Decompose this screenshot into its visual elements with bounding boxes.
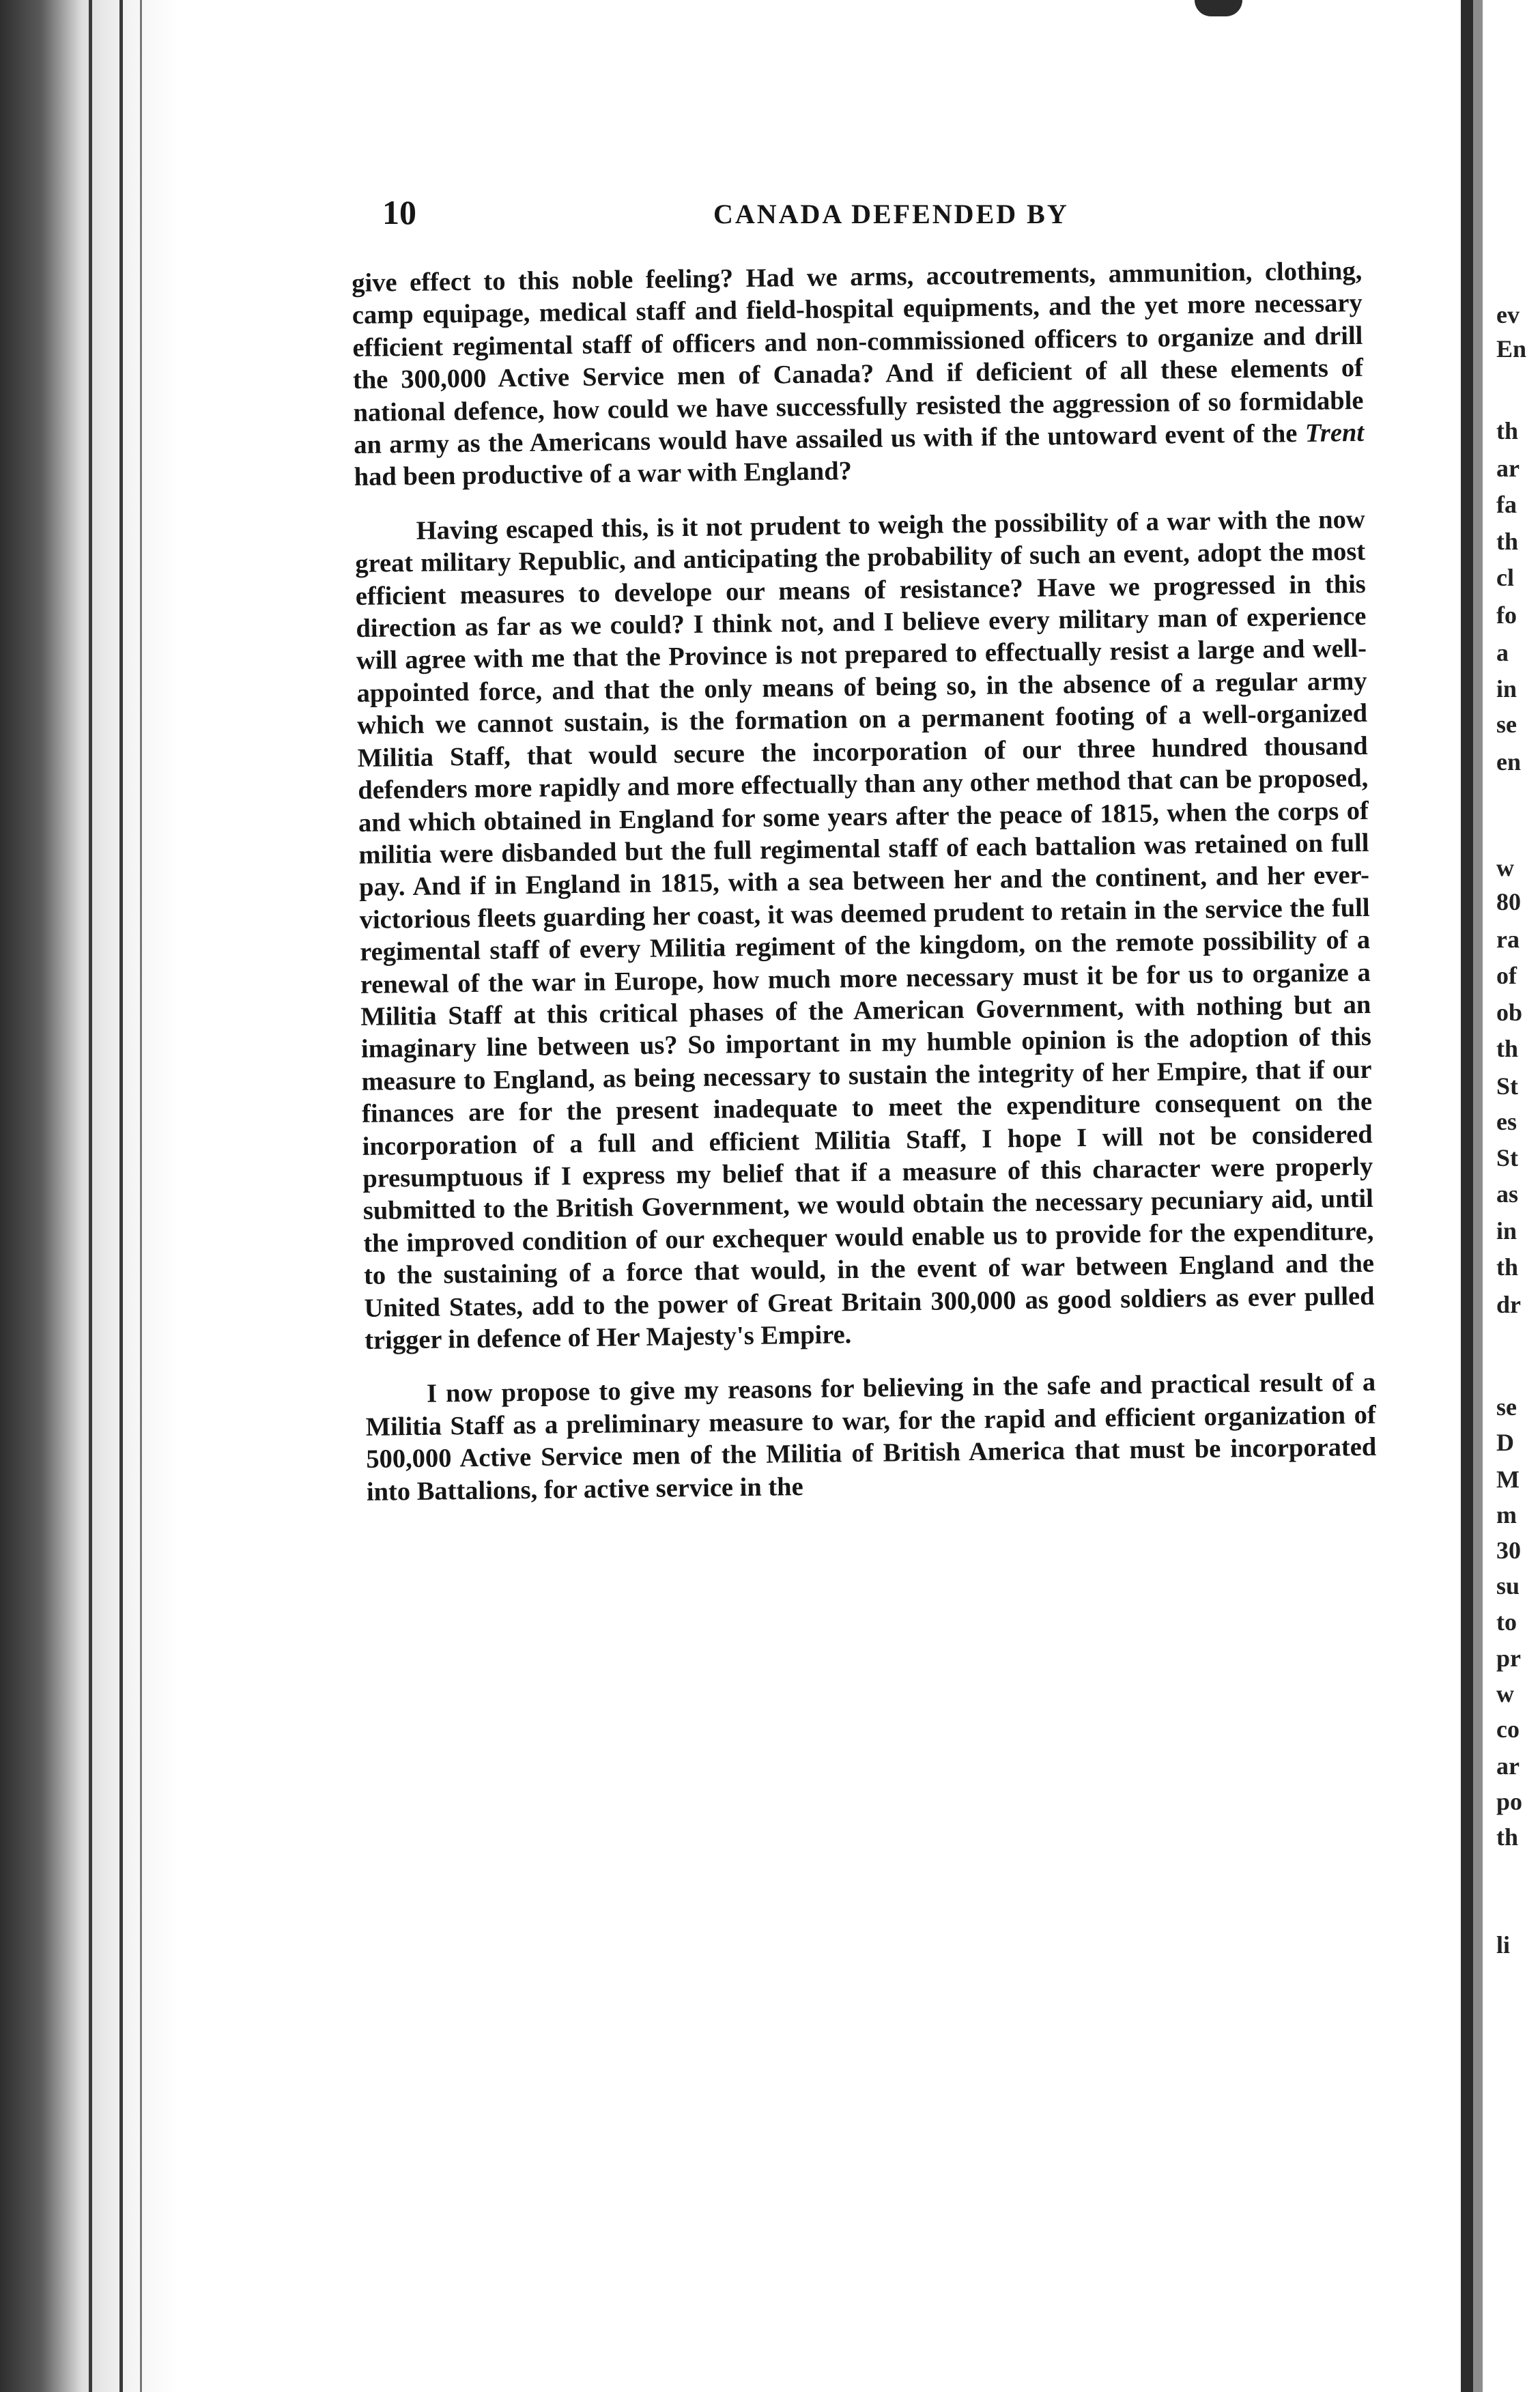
next-page-fragment: ar: [1496, 455, 1520, 482]
next-page-fragment: li: [1496, 1931, 1511, 1959]
next-page-fragment: po: [1496, 1788, 1523, 1815]
next-page-fragment: th: [1496, 1253, 1519, 1281]
next-page-fragment: En: [1496, 335, 1527, 362]
next-page-fragment: in: [1496, 1217, 1517, 1244]
next-page-fragment: D: [1496, 1429, 1514, 1456]
page-divider-shadow: [1473, 0, 1483, 2392]
next-page-fragment: ra: [1496, 926, 1520, 953]
next-page-fragment: 30: [1496, 1537, 1521, 1564]
body-text: [352, 255, 1377, 1530]
next-page-fragment: pr: [1496, 1644, 1521, 1672]
next-page-fragment: fa: [1496, 491, 1517, 518]
next-page-fragment: ev: [1496, 301, 1520, 328]
next-page-fragment: in: [1496, 675, 1517, 702]
next-page-fragment: of: [1496, 962, 1517, 989]
page-edge-line: [89, 0, 92, 2392]
next-page-fragment: w: [1496, 1680, 1514, 1707]
next-page-fragment: a: [1496, 639, 1509, 666]
ship-name: Trent: [1304, 418, 1365, 448]
adjacent-page-fragment: [1483, 0, 1540, 2392]
next-page-fragment: dr: [1496, 1291, 1521, 1318]
next-page-fragment: se: [1496, 711, 1517, 738]
next-page-fragment: fo: [1496, 601, 1517, 629]
next-page-fragment: to: [1496, 1608, 1517, 1636]
page-header: [382, 193, 1406, 240]
next-page-fragment: en: [1496, 748, 1521, 775]
next-page-fragment: su: [1496, 1572, 1520, 1599]
next-page-fragment: St: [1496, 1072, 1519, 1100]
next-page-fragment: co: [1496, 1715, 1520, 1743]
page-divider: [1461, 0, 1473, 2392]
next-page-fragment: th: [1496, 528, 1519, 555]
next-page-fragment: m: [1496, 1501, 1517, 1528]
next-page-fragment: th: [1496, 1823, 1519, 1851]
next-page-fragment: ob: [1496, 999, 1523, 1026]
next-page-fragment: ar: [1496, 1752, 1520, 1780]
next-page-fragment: as: [1496, 1180, 1519, 1208]
next-page-fragment: th: [1496, 417, 1519, 444]
page-edge-line: [140, 0, 142, 2392]
next-page-fragment: w: [1496, 854, 1514, 881]
next-page-fragment: St: [1496, 1144, 1519, 1171]
paragraph-3: I now propose to give my reasons for believing in the safe and practical result of a Militia Staff as a preliminary measure to war, for the rapid and efficient organization of 500,000 Active Service men of the Militia of British America that must be incorporated into Battalions, for active service in the: [365, 1368, 1377, 1507]
paragraph-1: give effect to this noble feeling? Had we arms, accoutrements, ammunition, clothing, camp equipage, medical staff and field-hospital equipments, and the yet more necessary efficient regimental staff of officers and non-commissioned officers to organize and drill the 300,000 Active Service men of Canada? And if deficient of all these elements of national defence, how could we have successfully resisted the aggression of so formidable an army as the Americans would have assailed us with if the untoward event of the Trent had been productive of a war with England?: [352, 256, 1365, 492]
next-page-fragment: M: [1496, 1466, 1520, 1493]
next-page-fragment: cl: [1496, 564, 1514, 591]
running-title: CANADA DEFENDED BY: [713, 199, 1069, 229]
next-page-fragment: es: [1496, 1108, 1517, 1135]
scan-smudge: [1195, 0, 1242, 16]
paragraph-2: Having escaped this, is it not prudent to weigh the possibility of a war with the now great military Republic, and anticipating the probability of such an event, adopt the most efficient measures to develope our means of resistance? Have we progressed in this direction as far as we could? I think not, and I believe every military man of experience will agree with me that the Province is not prepared to effectually resist a large and well-appointed force, and that the only means of being so, in the absence of a regular army which we cannot sustain, is the formation on a permanent footing of a well-organized Militia Staff, that would secure the incorporation of our three hundred thousand defenders more rapidly and more effectually than any other method that can be proposed, and which obtained in England for some years after the peace of 1815, when the corps of militia were disbanded but the full regimental staff of each battalion was retained on full pay. And if in England in 1815, with a sea between her and the continent, and her ever-victorious fleets guarding her coast, it was deemed prudent to retain in the service the full regimental staff of every Militia regiment of the kingdom, on the remote possibility of a renewal of the war in Europe, how much more necessary must it be for us to organize a Militia Staff at this critical phases of the American Government, with nothing but an imaginary line between us? So important in my humble opinion is the adoption of this measure to England, as being necessary to sustain the integrity of her Empire, that if our finances are for the present inadequate to meet the expenditure consequent on the incorporation of a full and efficient Militia Staff, I hope I will not be considered presumptuous if I express my belief that if a measure of this character were properly submitted to the British Government, we would obtain the necessary pecuniary aid, until the improved condition of our exchequer would enable us to provide for the expenditure, to the sustaining of a force that would, in the event of war between England and the United States, add to the power of Great Britain 300,000 as good soldiers as ever pulled trigger in defence of Her Majesty's Empire.: [355, 504, 1375, 1355]
page-number: 10: [382, 193, 416, 231]
next-page-fragment: se: [1496, 1393, 1517, 1421]
page-edge-line: [119, 0, 123, 2392]
next-page-fragment: th: [1496, 1035, 1519, 1062]
next-page-fragment: 80: [1496, 888, 1521, 915]
